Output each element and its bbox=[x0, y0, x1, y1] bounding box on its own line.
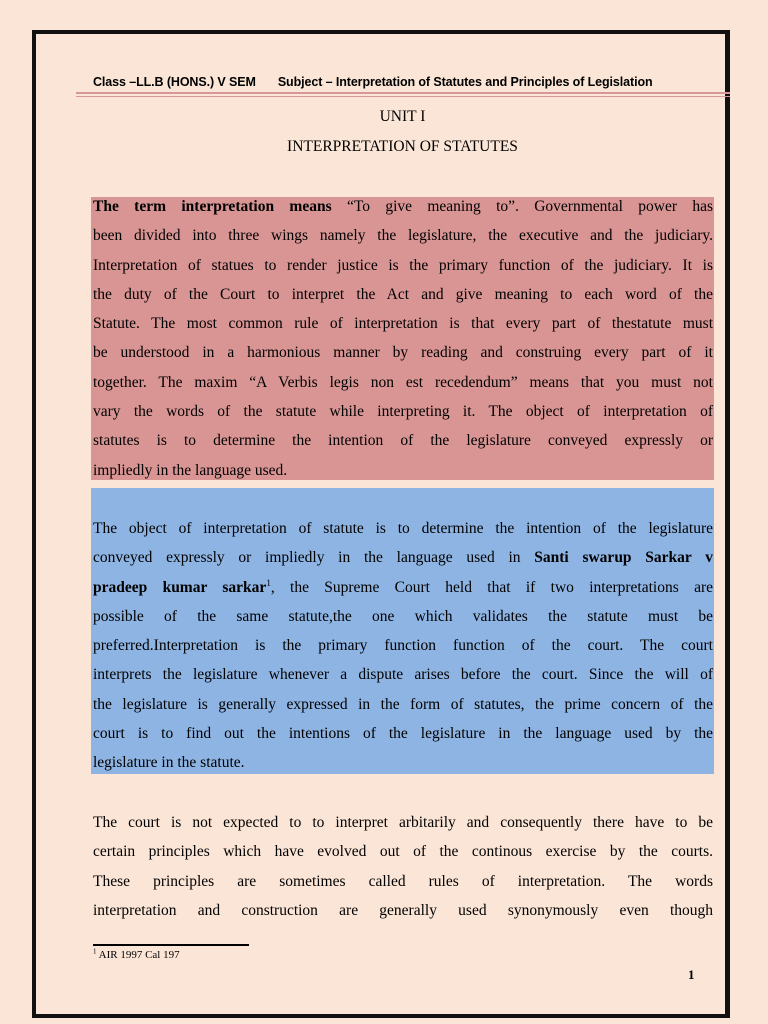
text-line: conveyed expressly or impliedly in the language used in Santi swarup Sarkar v bbox=[93, 549, 713, 567]
text-line: impliedly in the language used. bbox=[93, 461, 288, 479]
unit-title: UNIT I bbox=[379, 108, 426, 125]
text-line: possible of the same statute,the one which validates the statute must be bbox=[93, 607, 713, 625]
text-line: the duty of the Court to interpret the Act and give meaning to each word of the bbox=[93, 285, 713, 303]
header-rule bbox=[76, 92, 730, 94]
footnote bbox=[93, 949, 180, 961]
paragraph-2 bbox=[93, 514, 713, 778]
footnote-rule bbox=[93, 944, 249, 946]
text-line: preferred.Interpretation is the primary function function of the court. The court bbox=[93, 637, 713, 655]
text-line: been divided into three wings namely the legislature, the executive and the judiciary. bbox=[93, 227, 713, 245]
text-line: be understood in a harmonious manner by reading and construing every part of it bbox=[93, 344, 713, 362]
text-line: the legislature is generally expressed in the form of statutes, the prime concern of the bbox=[93, 695, 713, 713]
case-name-cont: pradeep kumar sarkar bbox=[93, 578, 267, 596]
page-header bbox=[93, 75, 733, 89]
case-name: Santi swarup Sarkar v bbox=[534, 549, 713, 567]
footnote-ref[interactable]: 1 bbox=[266, 577, 271, 588]
text-line: The court is not expected to to interpret arbitarily and consequently there have to be bbox=[93, 814, 713, 831]
text-line: Interpretation of statues to render justice is the primary function of the judiciary. It is bbox=[93, 256, 713, 274]
text-line: These principles are sometimes called rules of interpretation. The words bbox=[93, 872, 713, 890]
text-line: interpretation and construction are generally used synonymously even though bbox=[93, 901, 713, 919]
paragraph-3 bbox=[93, 808, 713, 925]
footnote-marker: 1 bbox=[93, 947, 97, 956]
text-line: The term interpretation means “To give meaning to”. Governmental power has bbox=[93, 198, 713, 215]
text-line: statutes is to determine the intention of the legislature conveyed expressly or bbox=[93, 432, 713, 450]
bold-lead: The term interpretation means bbox=[93, 198, 332, 215]
footnote-text: AIR 1997 Cal 197 bbox=[96, 949, 180, 961]
paragraph-1 bbox=[93, 192, 713, 485]
text-line: court is to find out the intentions of the legislature in the language used by the bbox=[93, 725, 713, 743]
page-number: 1 bbox=[688, 967, 695, 982]
header-class: Class –LL.B (HONS.) V SEM bbox=[93, 75, 256, 89]
text-line: interprets the legislature whenever a dispute arises before the court. Since the will of bbox=[93, 666, 713, 684]
text-line: The object of interpretation of statute is to determine the intention of the legislature bbox=[93, 520, 713, 537]
text-line: together. The maxim “A Verbis legis non est recedendum” means that you must not bbox=[93, 373, 713, 391]
text-line: pradeep kumar sarkar$^1$, the Supreme Court held that if two interpretations are bbox=[93, 577, 713, 596]
text-line: Statute. The most common rule of interpretation is that every part of thestatute must bbox=[93, 315, 713, 333]
header-rule-thin bbox=[76, 96, 730, 97]
header-subject: Subject – Interpretation of Statutes and Principles of Legislation bbox=[277, 75, 653, 89]
text-line: legislature in the statute. bbox=[93, 754, 245, 772]
text-line: vary the words of the statute while interpreting it. The object of interpretation of bbox=[93, 403, 713, 421]
section-title: INTERPRETATION OF STATUTES bbox=[287, 138, 518, 155]
text-line: certain principles which have evolved out of the continous exercise by the courts. bbox=[93, 843, 713, 861]
